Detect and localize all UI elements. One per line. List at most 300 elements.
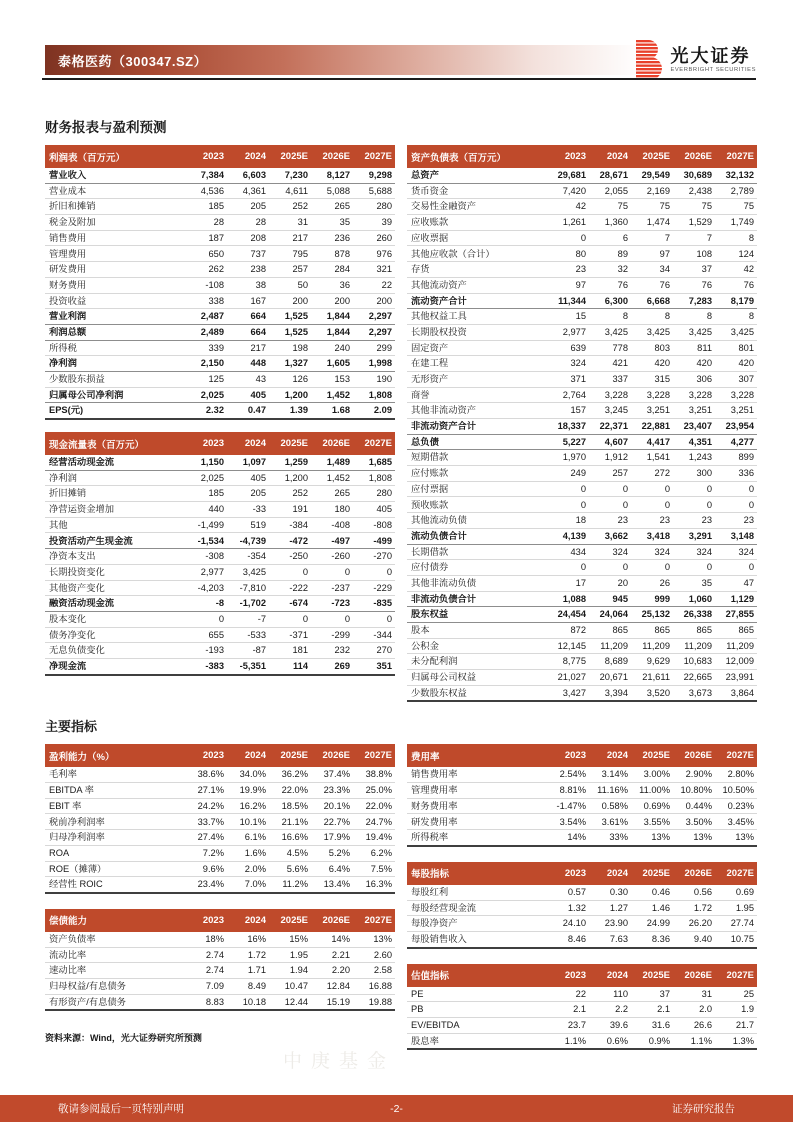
row-label: 有形资产/有息债务 — [45, 994, 185, 1010]
cell-value: 34 — [631, 262, 673, 278]
cell-value: -299 — [311, 627, 353, 643]
right-column — [407, 145, 757, 702]
cell-value: 421 — [589, 356, 631, 372]
cell-value: 420 — [631, 356, 673, 372]
cell-value: 76 — [589, 277, 631, 293]
cell-value: 35 — [311, 215, 353, 231]
cell-value: 0.9% — [631, 1033, 673, 1049]
cell-value: 75 — [631, 199, 673, 215]
row-label: 非流动负债合计 — [407, 591, 547, 607]
table-row — [407, 885, 757, 900]
row-label: 长期借款 — [407, 544, 547, 560]
source-note: 资料来源：Wind，光大证券研究所预测 — [45, 1033, 202, 1044]
cell-value: 3.50% — [673, 814, 715, 830]
cell-value: 37 — [631, 987, 673, 1002]
cell-value: 3,662 — [589, 528, 631, 544]
cell-value: 185 — [185, 199, 227, 215]
cell-value: 865 — [631, 622, 673, 638]
cell-value: 7.5% — [353, 861, 395, 877]
cell-value: -87 — [227, 643, 269, 659]
cell-value: 3,251 — [631, 403, 673, 419]
cell-value: 27,855 — [715, 607, 757, 623]
year-column-header: 2024 — [227, 145, 269, 168]
cell-value: 737 — [227, 246, 269, 262]
cell-value: -108 — [185, 277, 227, 293]
year-column-header: 2026E — [311, 909, 353, 932]
row-label: 营业收入 — [45, 168, 185, 183]
cell-value: -674 — [269, 596, 311, 612]
cell-value: 42 — [547, 199, 589, 215]
table-row — [407, 309, 757, 325]
cell-value: 6.4% — [311, 861, 353, 877]
cell-value: 10,683 — [673, 654, 715, 670]
cell-value: 4,417 — [631, 434, 673, 450]
cell-value: 865 — [589, 622, 631, 638]
report-body — [45, 116, 757, 1050]
cell-value: 23 — [715, 513, 757, 529]
cell-value: 2,025 — [185, 470, 227, 486]
row-label: 净资本支出 — [45, 549, 185, 565]
cell-value: 664 — [227, 309, 269, 325]
cell-value: 22,665 — [673, 670, 715, 686]
cell-value: 126 — [269, 371, 311, 387]
cell-value: 8.81% — [547, 783, 589, 799]
cell-value: 2.20 — [311, 963, 353, 979]
table-row — [407, 638, 757, 654]
row-label: 归属母公司净利润 — [45, 387, 185, 403]
cell-value: 6,300 — [589, 293, 631, 309]
table-row — [407, 230, 757, 246]
cell-value: 75 — [589, 199, 631, 215]
cell-value: 337 — [589, 371, 631, 387]
cell-value: -7 — [227, 611, 269, 627]
row-label: 研发费用 — [45, 262, 185, 278]
cell-value: 434 — [547, 544, 589, 560]
cell-value: 284 — [311, 262, 353, 278]
cell-value: 9,298 — [353, 168, 395, 183]
cell-value: 1.1% — [673, 1033, 715, 1049]
cell-value: 22.0% — [269, 783, 311, 799]
row-label: 股息率 — [407, 1033, 547, 1049]
table-row — [407, 685, 757, 701]
row-label: 每股净资产 — [407, 916, 547, 932]
cell-value: 4,277 — [715, 434, 757, 450]
cell-value: 200 — [311, 293, 353, 309]
cell-value: 1.9 — [715, 1002, 757, 1018]
cell-value: 899 — [715, 450, 757, 466]
cell-value: 23 — [547, 262, 589, 278]
cell-value: 1,200 — [269, 387, 311, 403]
cell-value: 38 — [227, 277, 269, 293]
table-row — [45, 455, 395, 470]
cell-value: 2,764 — [547, 387, 589, 403]
cell-value: 0 — [589, 560, 631, 576]
brand-name: 光大证券 — [670, 45, 751, 66]
table-header-row — [45, 145, 395, 168]
table-row — [45, 277, 395, 293]
cell-value: 36.2% — [269, 767, 311, 782]
cell-value: -237 — [311, 580, 353, 596]
row-label: 投资收益 — [45, 293, 185, 309]
cell-value: 9,629 — [631, 654, 673, 670]
table-row — [407, 1017, 757, 1033]
table-row — [407, 1002, 757, 1018]
table-row — [407, 654, 757, 670]
cell-value: 11,344 — [547, 293, 589, 309]
cell-value: 801 — [715, 340, 757, 356]
cell-value: -229 — [353, 580, 395, 596]
cell-value: 10.18 — [227, 994, 269, 1010]
cell-value: 1,529 — [673, 215, 715, 231]
cell-value: 12.44 — [269, 994, 311, 1010]
row-label: ROE（摊薄） — [45, 861, 185, 877]
table-title: 估值指标 — [407, 964, 547, 987]
cell-value: 27.74 — [715, 916, 757, 932]
year-column-header: 2025E — [269, 145, 311, 168]
cell-value: 7.0% — [227, 877, 269, 893]
cell-value: -723 — [311, 596, 353, 612]
cell-value: 3,228 — [631, 387, 673, 403]
cell-value: 307 — [715, 371, 757, 387]
table-row — [45, 230, 395, 246]
cell-value: 12.84 — [311, 978, 353, 994]
table-row — [45, 215, 395, 231]
cell-value: 945 — [589, 591, 631, 607]
cell-value: 3.00% — [631, 767, 673, 782]
cell-value: 0 — [547, 497, 589, 513]
cell-value: 795 — [269, 246, 311, 262]
row-label: 应付票据 — [407, 481, 547, 497]
cell-value: 315 — [631, 371, 673, 387]
cell-value: 22,881 — [631, 419, 673, 435]
cell-value: 108 — [673, 246, 715, 262]
cell-value: 12,009 — [715, 654, 757, 670]
cell-value: -308 — [185, 549, 227, 565]
cell-value: 18% — [185, 932, 227, 947]
row-label: 少数股东损益 — [45, 371, 185, 387]
cell-value: -222 — [269, 580, 311, 596]
cell-value: 1,912 — [589, 450, 631, 466]
year-column-header: 2023 — [547, 862, 589, 885]
row-label: 长期股权投资 — [407, 324, 547, 340]
spacer — [407, 847, 757, 862]
cell-value: 32,132 — [715, 168, 757, 183]
year-column-header: 2023 — [547, 145, 589, 168]
cell-value: 1.39 — [269, 403, 311, 419]
cell-value: 655 — [185, 627, 227, 643]
brand-subtitle: EVERBRIGHT SECURITIES — [670, 66, 756, 73]
cell-value: 299 — [353, 340, 395, 356]
table-row — [407, 466, 757, 482]
table-row — [407, 830, 757, 846]
cell-value: 37 — [673, 262, 715, 278]
cell-value: 125 — [185, 371, 227, 387]
cell-value: 3,425 — [227, 564, 269, 580]
cell-value: -7,810 — [227, 580, 269, 596]
cell-value: 1,605 — [311, 356, 353, 372]
cell-value: 3,228 — [589, 387, 631, 403]
year-column-header: 2023 — [185, 909, 227, 932]
cell-value: 1.68 — [311, 403, 353, 419]
cell-value: -354 — [227, 549, 269, 565]
cell-value: -4,203 — [185, 580, 227, 596]
cell-value: 1,129 — [715, 591, 757, 607]
cell-value: 650 — [185, 246, 227, 262]
year-column-header: 2024 — [589, 744, 631, 767]
table-row — [407, 814, 757, 830]
cell-value: 420 — [673, 356, 715, 372]
cell-value: 280 — [353, 486, 395, 502]
cell-value: 878 — [311, 246, 353, 262]
table-row — [407, 497, 757, 513]
cell-value: 8 — [589, 309, 631, 325]
cell-value: 1.95 — [715, 900, 757, 916]
cell-value: 0 — [311, 611, 353, 627]
cell-value: 10.80% — [673, 783, 715, 799]
cell-value: 3,291 — [673, 528, 715, 544]
cell-value: 4,607 — [589, 434, 631, 450]
cell-value: 260 — [353, 230, 395, 246]
cell-value: 338 — [185, 293, 227, 309]
cell-value: 7,283 — [673, 293, 715, 309]
cell-value: 2.58 — [353, 963, 395, 979]
left-column-indicators — [45, 744, 395, 1044]
cell-value: 0 — [715, 560, 757, 576]
table-row — [45, 262, 395, 278]
table-row — [45, 947, 395, 963]
cell-value: 0.6% — [589, 1033, 631, 1049]
table-row — [407, 528, 757, 544]
row-label: 无形资产 — [407, 371, 547, 387]
table-row — [45, 324, 395, 340]
cell-value: 10.50% — [715, 783, 757, 799]
cell-value: 200 — [269, 293, 311, 309]
cell-value: 8.36 — [631, 931, 673, 947]
cell-value: 28 — [227, 215, 269, 231]
table-row — [45, 517, 395, 533]
cell-value: 28 — [185, 215, 227, 231]
cell-value: 0 — [673, 560, 715, 576]
year-column-header: 2025E — [631, 145, 673, 168]
cell-value: 270 — [353, 643, 395, 659]
cell-value: 0.56 — [673, 885, 715, 900]
table-title: 盈利能力（%） — [45, 744, 185, 767]
cell-value: 639 — [547, 340, 589, 356]
row-label: 总资产 — [407, 168, 547, 183]
table-title: 现金流量表（百万元） — [45, 432, 185, 455]
cell-value: 0 — [631, 560, 673, 576]
cell-value: 191 — [269, 502, 311, 518]
table-row — [407, 1033, 757, 1049]
table-row — [407, 215, 757, 231]
table-row — [45, 309, 395, 325]
cell-value: 3,251 — [715, 403, 757, 419]
cell-value: -33 — [227, 502, 269, 518]
cell-value: 39.6 — [589, 1017, 631, 1033]
cell-value: 249 — [547, 466, 589, 482]
table-row — [407, 560, 757, 576]
cell-value: 7 — [673, 230, 715, 246]
table-row — [407, 987, 757, 1002]
cell-value: 0 — [353, 564, 395, 580]
cell-value: -371 — [269, 627, 311, 643]
row-label: 其他 — [45, 517, 185, 533]
cell-value: 33.7% — [185, 814, 227, 830]
table-row — [45, 994, 395, 1010]
table-row — [45, 783, 395, 799]
row-label: 财务费用 — [45, 277, 185, 293]
table-row — [407, 575, 757, 591]
cell-value: 3,427 — [547, 685, 589, 701]
cell-value: 43 — [227, 371, 269, 387]
cell-value: 324 — [589, 544, 631, 560]
cell-value: 3.55% — [631, 814, 673, 830]
table-row — [45, 767, 395, 782]
table-row — [407, 607, 757, 623]
cell-value: 1.46 — [631, 900, 673, 916]
cell-value: 34.0% — [227, 767, 269, 782]
table-row — [407, 434, 757, 450]
cell-value: -1,499 — [185, 517, 227, 533]
footer-disclaimer: 敬请参阅最后一页特别声明 — [58, 1103, 184, 1115]
solvency-table — [45, 909, 395, 1011]
row-label: 在建工程 — [407, 356, 547, 372]
cell-value: 2.60 — [353, 947, 395, 963]
cell-value: 11,209 — [631, 638, 673, 654]
cell-value: 6.1% — [227, 830, 269, 846]
table-row — [45, 403, 395, 419]
table-row — [45, 596, 395, 612]
cell-value: 35 — [673, 575, 715, 591]
table-row — [407, 168, 757, 183]
row-label: 经营性 ROIC — [45, 877, 185, 893]
cell-value: 6 — [589, 230, 631, 246]
cell-value: 872 — [547, 622, 589, 638]
cell-value: 8 — [673, 309, 715, 325]
year-column-header: 2023 — [547, 964, 589, 987]
cell-value: 23 — [631, 513, 673, 529]
row-label: 应付债券 — [407, 560, 547, 576]
cell-value: 2.74 — [185, 963, 227, 979]
cell-value: 19.4% — [353, 830, 395, 846]
table-row — [45, 387, 395, 403]
cell-value: 8,689 — [589, 654, 631, 670]
cell-value: 3.61% — [589, 814, 631, 830]
cell-value: -344 — [353, 627, 395, 643]
cell-value: 38.6% — [185, 767, 227, 782]
cell-value: 3,228 — [715, 387, 757, 403]
row-label: 债务净变化 — [45, 627, 185, 643]
cell-value: 25 — [715, 987, 757, 1002]
cell-value: 13% — [353, 932, 395, 947]
year-column-header: 2025E — [631, 744, 673, 767]
cell-value: 420 — [715, 356, 757, 372]
table-row — [407, 324, 757, 340]
cell-value: 272 — [631, 466, 673, 482]
cell-value: 50 — [269, 277, 311, 293]
footer-report-type: 证券研究报告 — [672, 1103, 735, 1115]
table-row — [45, 861, 395, 877]
table-row — [407, 199, 757, 215]
year-column-header: 2026E — [673, 744, 715, 767]
cell-value: 2,977 — [547, 324, 589, 340]
row-label: 研发费用率 — [407, 814, 547, 830]
table-row — [45, 293, 395, 309]
cell-value: 300 — [673, 466, 715, 482]
cell-value: 865 — [673, 622, 715, 638]
row-label: 股本 — [407, 622, 547, 638]
cell-value: 2,438 — [673, 183, 715, 199]
cell-value: 10.1% — [227, 814, 269, 830]
cell-value: 3,673 — [673, 685, 715, 701]
cell-value: 205 — [227, 199, 269, 215]
row-label: 流动负债合计 — [407, 528, 547, 544]
year-column-header: 2027E — [715, 964, 757, 987]
cell-value: 21.7 — [715, 1017, 757, 1033]
cell-value: 1,970 — [547, 450, 589, 466]
cell-value: 999 — [631, 591, 673, 607]
balance-sheet-table — [407, 145, 757, 702]
right-column-indicators — [407, 744, 757, 1050]
cell-value: 0.69% — [631, 798, 673, 814]
cell-value: 0.30 — [589, 885, 631, 900]
financial-statements-columns — [45, 145, 757, 702]
year-column-header: 2025E — [269, 432, 311, 455]
cell-value: 23.3% — [311, 783, 353, 799]
row-label: 应收票据 — [407, 230, 547, 246]
cell-value: 8.46 — [547, 931, 589, 947]
cell-value: 306 — [673, 371, 715, 387]
cell-value: 97 — [547, 277, 589, 293]
cell-value: -1,534 — [185, 533, 227, 549]
row-label: 每股销售收入 — [407, 931, 547, 947]
cell-value: 1,998 — [353, 356, 395, 372]
cell-value: 11,209 — [589, 638, 631, 654]
cell-value: 2.0 — [673, 1002, 715, 1018]
row-label: 流动比率 — [45, 947, 185, 963]
row-label: 归属母公司权益 — [407, 670, 547, 686]
cell-value: -808 — [353, 517, 395, 533]
cell-value: 1,541 — [631, 450, 673, 466]
income-statement-table — [45, 145, 395, 420]
cell-value: 22 — [547, 987, 589, 1002]
cell-value: 15.19 — [311, 994, 353, 1010]
table-row — [407, 293, 757, 309]
row-label: 管理费用 — [45, 246, 185, 262]
cell-value: 865 — [715, 622, 757, 638]
row-label: 资产负债率 — [45, 932, 185, 947]
cell-value: 7.63 — [589, 931, 631, 947]
table-row — [45, 470, 395, 486]
row-label: 其他非流动负债 — [407, 575, 547, 591]
cell-value: 21,027 — [547, 670, 589, 686]
year-column-header: 2026E — [673, 964, 715, 987]
row-label: 股本变化 — [45, 611, 185, 627]
row-label: 税前净利润率 — [45, 814, 185, 830]
row-label: 折旧摊销 — [45, 486, 185, 502]
cell-value: 1,261 — [547, 215, 589, 231]
row-label: 净现金流 — [45, 658, 185, 674]
cell-value: 0.58% — [589, 798, 631, 814]
cell-value: 1,844 — [311, 309, 353, 325]
cell-value: 0 — [715, 497, 757, 513]
table-title: 费用率 — [407, 744, 547, 767]
table-row — [407, 783, 757, 799]
cell-value: 1.3% — [715, 1033, 757, 1049]
table-row — [45, 611, 395, 627]
cell-value: 0 — [185, 611, 227, 627]
cell-value: 3,425 — [715, 324, 757, 340]
